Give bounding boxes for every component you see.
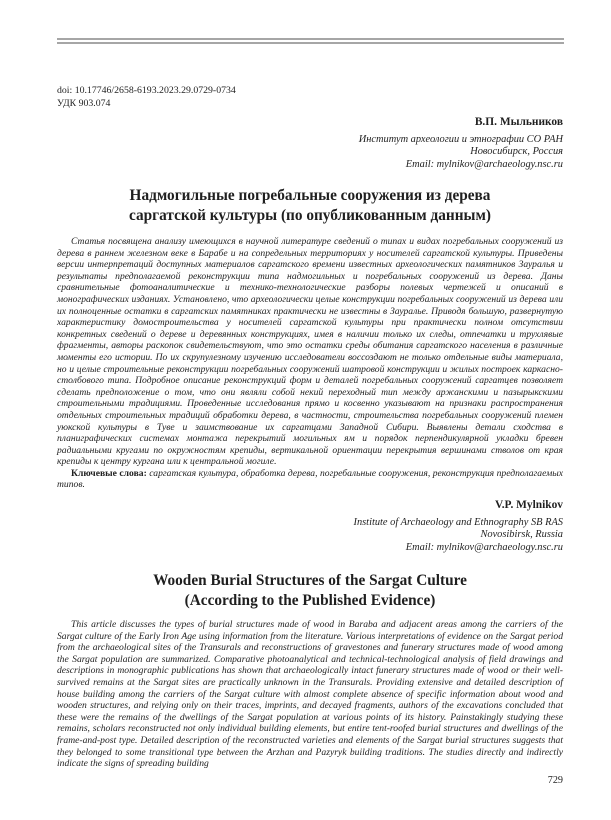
affiliation-en: Institute of Archaeology and Ethnography SB RAS xyxy=(353,517,563,528)
top-divider xyxy=(57,38,564,44)
author-name-ru: В.П. Мыльников xyxy=(474,116,563,128)
email-ru: Email: mylnikov@archaeology.nsc.ru xyxy=(405,158,563,170)
abstract-section-ru xyxy=(57,236,563,491)
keywords-ru xyxy=(57,468,563,491)
location-en: Novosibirsk, Russia xyxy=(480,529,563,541)
article-title-ru-line2: саргатской культуры (по опубликованным данным) xyxy=(129,206,491,224)
email-en: Email: mylnikov@archaeology.nsc.ru xyxy=(405,541,563,553)
article-title-ru-line1: Надмогильные погребальные сооружения из дерева xyxy=(129,187,491,204)
author-name-en: V.P. Mylnikov xyxy=(494,499,563,511)
author-block-ru xyxy=(57,116,563,171)
page-number: 729 xyxy=(547,775,563,786)
doi-udc-block xyxy=(57,84,563,111)
udc-text: УДК 903.074 xyxy=(57,98,111,110)
abstract-text-ru: Статья посвящена анализу имеющихся в научной литературе сведений о типах и видах погребальных сооружений из дерева в раннем железном веке в Барабе и на сопредельных территориях у носителей саргатской культуры. Приведены версии интерпретаций доступных материалов саргатского времени известных археологических памятников Зауралья и результаты предполагаемой реконструкции типа надмогильных и погребальных сооружений из дерева. Даны сравнительные фотоаналитические и технико-технологические разборы полевых чертежей и описаний в монографических изданиях. Установлено, что археологически целые конструкции погребальных сооружений из дерева или их полноценные остатки в саргатских памятниках практически не известны в Зауралье. Приводя большую, развернутую характеристику домостроительства у носителей саргатской культуры при практически полном отсутствии конкретных сведений о дереве и деревянных конструкциях, имея в наличии только их следы, отпечатки и трухлявые фрагменты, авторы раскопок свидетельствуют, что это остатки среды обитания саргатского населения в различные моменты его истории. По их скрупулезному изучению исследователи воссоздают не только отдельные виды материала, но и целые строительные реконструкции погребальных сооружений шатровой конструкции и жилых построек каркасно-столбового типа. Подробное описание реконструкций форм и деталей погребальных сооружений саргатцев позволяет сделать предположение о том, что они являли собой некий переходный тип между аржанскими и пазырыкскими строительными традициями. Проведенные исследования прямо и косвенно указывают на признаки распространения отдельных строительных традиций обработки дерева, в частности, строительства погребальных сооружений племен уюкской культуры в Туве и заимствование их саргатцами Западной Сибири. Выявлены детали сходства в планиграфических системах монтажа перекрытий могильных ям и порядок перпендикулярной укладки бревен радиальными кругами по окружностям крепиды, вертикальной ориентации перекрытия вершинами стволов от края крепиды к центру кургана или к центральной могиле. xyxy=(57,236,563,468)
article-title-en-line1: Wooden Burial Structures of the Sargat Culture xyxy=(153,572,467,589)
affiliation-ru: Институт археологии и этнографии СО РАН xyxy=(358,134,563,145)
keywords-text-ru: саргатская культура, обработка дерева, погребальные сооружения, реконструкция предполагаемых типов. xyxy=(57,467,563,491)
author-block-en xyxy=(57,499,563,554)
keywords-label-ru: Ключевые слова: xyxy=(71,467,147,479)
abstract-section-en xyxy=(57,619,563,770)
location-ru: Новосибирск, Россия xyxy=(470,146,563,158)
doi-text: doi: 10.17746/2658-6193.2023.29.0729-0734 xyxy=(57,85,236,96)
abstract-text-en: This article discusses the types of burial structures made of wood in Baraba and adjacent areas among the carriers of the Sargat culture of the Early Iron Age using information from the literature. Various interpretations of evidence on the Sargat period from the archaeological sites of the Transurals and reconstructions of gravestones and funerary structures made of wood among the Sargat population are summarized. Comparative photoanalytical and technical-technological analysis of field drawings and descriptions in monographic publications has shown that archaeologically intact funerary structures made of wood or their well-survived remains at the Sargat sites are practically unknown in the Transurals. Providing extensive and detailed description of house building among the carriers of the Sargat culture with almost complete absence of specific information about wood and wooden structures, and relying only on their traces, imprints, and decayed fragments, authors of the excavations concluded that these were the remains of the dwellings of the Sargat population at various points of its history. Painstakingly studying these remains, scholars reconstructed not only individual building elements, but entire tent-roofed burial structures and dwellings of the frame-and-post type. Detailed description of the reconstructed varieties and elements of the Sargat burial structures suggests that they belonged to some transitional type between the Arzhan and Pazyryk building traditions. The studies directly and indirectly indicate the signs of spreading building xyxy=(57,619,563,770)
article-title-en xyxy=(57,571,563,610)
article-title-en-line2: (According to the Published Evidence) xyxy=(184,591,436,609)
article-title-ru xyxy=(57,186,563,225)
top-divider-line-2 xyxy=(57,42,564,44)
